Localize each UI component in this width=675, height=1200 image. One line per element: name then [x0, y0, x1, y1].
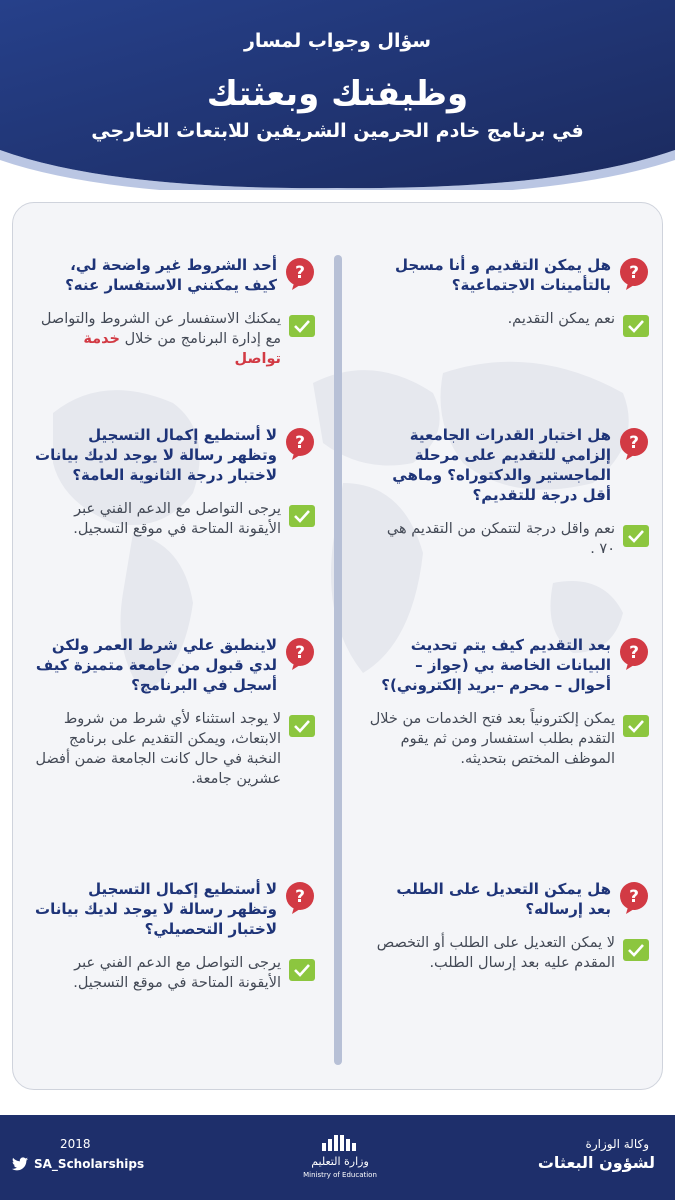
answer-text: يرجى التواصل مع الدعم الفني عبر الأيقونة المتاحة في موقع التسجيل.: [73, 501, 281, 537]
answer-text: يمكن إلكترونياً بعد فتح الخدمات من خلال التقدم بطلب استفسار ومن ثم يقوم الموظف المختص بتحديثه.: [369, 711, 615, 767]
question-text: أحد الشروط غير واضحة لي، كيف يمكنني الاستفسار عنه؟: [65, 256, 277, 294]
faq-item-right-4: [369, 879, 649, 973]
svg-text:?: ?: [629, 433, 639, 453]
question-bubble-icon: [619, 427, 649, 461]
check-icon: [623, 939, 649, 961]
check-icon: [289, 505, 315, 527]
column-divider: [334, 255, 342, 1065]
question-bubble-icon: [619, 637, 649, 671]
ministry-name-ar: وزارة التعليم: [311, 1155, 369, 1168]
faq-item-left-4: [35, 879, 315, 993]
year-label: 2018: [60, 1137, 91, 1151]
header-top-line: سؤال وجواب لمسار: [243, 30, 432, 52]
svg-text:?: ?: [629, 263, 639, 283]
svg-text:?: ?: [295, 433, 305, 453]
faq-item-left-3: [35, 635, 315, 789]
check-icon: [289, 715, 315, 737]
svg-text:?: ?: [629, 887, 639, 907]
svg-text:?: ?: [629, 643, 639, 663]
agency-label-small: وكالة الوزارة: [585, 1137, 649, 1151]
question-bubble-icon: [285, 427, 315, 461]
question-bubble-icon: [285, 637, 315, 671]
faq-item-right-1: [369, 255, 649, 337]
check-icon: [623, 525, 649, 547]
agency-label-big: لشؤون البعثات: [537, 1153, 655, 1172]
check-icon: [289, 315, 315, 337]
svg-text:?: ?: [295, 643, 305, 663]
question-text: لاينطبق علي شرط العمر ولكن لدي قبول من جامعة متميزة كيف أسجل في البرنامج؟: [35, 636, 277, 694]
twitter-handle[interactable]: [12, 1157, 144, 1171]
footer-bar: [0, 1115, 675, 1200]
contact-service-link[interactable]: خدمة تواصل: [83, 331, 281, 367]
svg-text:?: ?: [295, 263, 305, 283]
question-bubble-icon: [285, 881, 315, 915]
page-subtitle: في برنامج خادم الحرمين الشريفين للابتعاث الخارجي: [91, 120, 584, 142]
twitter-bird-icon: [12, 1157, 28, 1171]
question-text: لا أستطيع إكمال التسجيل وتظهر رسالة لا يوجد لديك بيانات لاختبار التحصيلي؟: [35, 880, 277, 938]
faq-item-left-1: [35, 255, 315, 369]
answer-text: نعم واقل درجة لتتمكن من التقديم هي ٧٠ .: [386, 521, 615, 557]
check-icon: [289, 959, 315, 981]
ministry-name-en: Ministry of Education: [303, 1171, 377, 1179]
twitter-handle-text: SA_Scholarships: [34, 1157, 145, 1171]
header-banner: [0, 0, 675, 190]
page-title: وظيفتك وبعثتك: [206, 74, 469, 114]
faq-item-right-2: [369, 425, 649, 559]
answer-text: يرجى التواصل مع الدعم الفني عبر الأيقونة المتاحة في موقع التسجيل.: [73, 955, 281, 991]
answer-body: يمكنك الاستفسار عن الشروط والتواصل مع إدارة البرنامج من خلال: [40, 311, 281, 347]
check-icon: [623, 715, 649, 737]
answer-text: لا يمكن التعديل على الطلب أو التخصص المقدم عليه بعد إرسال الطلب.: [376, 935, 615, 971]
faq-item-right-3: [369, 635, 649, 769]
svg-text:?: ?: [295, 887, 305, 907]
question-text: بعد التقديم كيف يتم تحديث البيانات الخاصة بي (جواز – أحوال – محرم –بريد إلكتروني)؟: [381, 636, 611, 694]
ministry-logo-icon: [320, 1131, 360, 1153]
answer-text: [35, 309, 289, 369]
question-text: هل اختبار القدرات الجامعية إلزامي للتقديم على مرحلة الماجستير والدكتوراه؟ وماهي أقل درجة للتقديم؟: [392, 426, 611, 504]
question-bubble-icon: [619, 257, 649, 291]
faq-card: [12, 202, 663, 1090]
question-text: هل يمكن التعديل على الطلب بعد إرساله؟: [396, 880, 611, 918]
question-bubble-icon: [285, 257, 315, 291]
question-text: هل يمكن التقديم و أنا مسجل بالتأمينات الاجتماعية؟: [394, 256, 611, 294]
answer-text: لا يوجد استثناء لأي شرط من شروط الابتعاث، ويمكن التقديم على برنامج النخبة في حال كانت الجامعة ضمن أفضل عشرين جامعة.: [35, 711, 281, 787]
faq-item-left-2: [35, 425, 315, 539]
answer-text: نعم يمكن التقديم.: [507, 311, 615, 327]
question-text: لا أستطيع إكمال التسجيل وتظهر رسالة لا يوجد لديك بيانات لاختبار درجة الثانوية العامة؟: [35, 426, 277, 484]
question-bubble-icon: [619, 881, 649, 915]
check-icon: [623, 315, 649, 337]
